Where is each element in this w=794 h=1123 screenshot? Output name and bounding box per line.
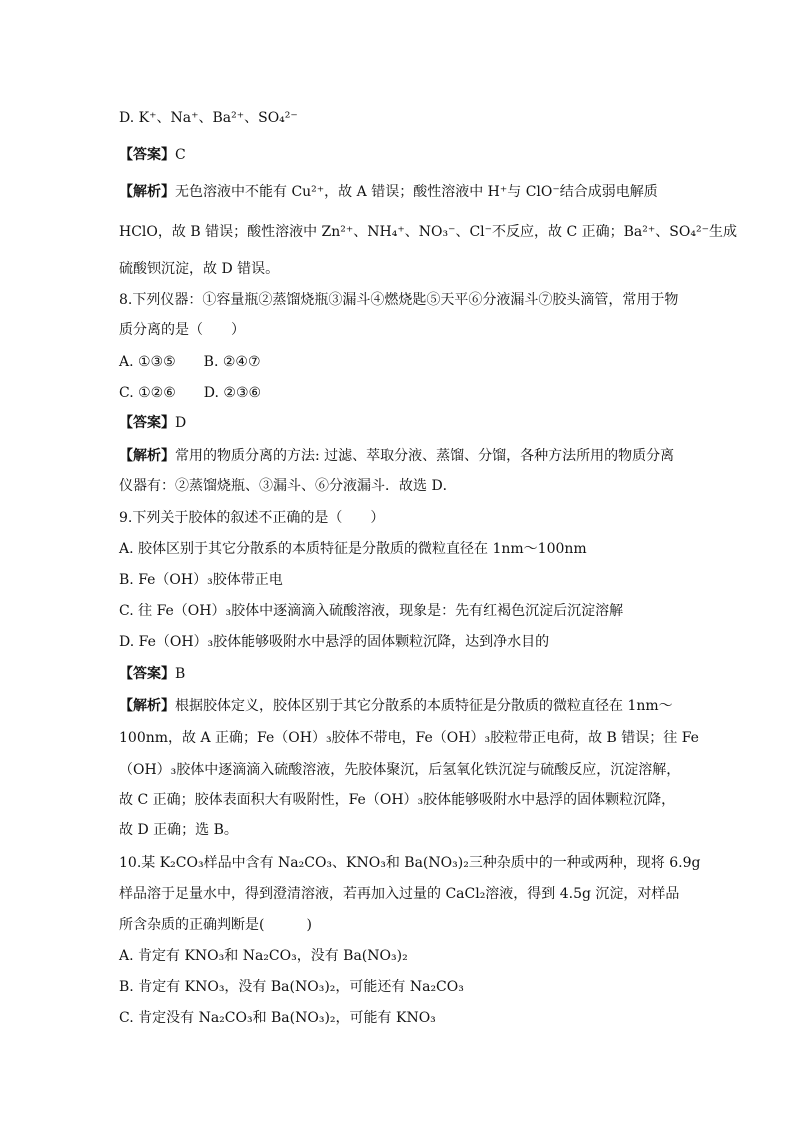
q9-option-b: B. Fe（OH）₃胶体带正电 — [119, 572, 283, 588]
q9-analysis-line-4: 故 C 正确；胶体表面积大有吸附性，Fe（OH）₃胶体能够吸附水中悬浮的固体颗粒沉降， — [119, 792, 676, 808]
q10-stem-line-2: 样品溶于足量水中，得到澄清溶液，若再加入过量的 CaCl₂溶液，得到 4.5g 沉淀，对样品 — [119, 886, 680, 902]
q9-answer: 【答案】B — [119, 666, 186, 682]
q8-options-ab: A. ①③⑤ B. ②④⑦ — [119, 354, 261, 370]
analysis-label: 【解析】 — [119, 698, 175, 714]
q9-option-a: A. 胶体区别于其它分散系的本质特征是分散质的微粒直径在 1nm～100nm — [119, 541, 587, 557]
q10-option-b: B. 肯定有 KNO₃，没有 Ba(NO₃)₂，可能还有 Na₂CO₃ — [119, 979, 464, 995]
q9-analysis-line-2: 100nm，故 A 正确；Fe（OH）₃胶体不带电，Fe（OH）₃胶粒带正电荷，故 B 错误；往 Fe — [119, 730, 699, 746]
q10-option-a: A. 肯定有 KNO₃和 Na₂CO₃，没有 Ba(NO₃)₂ — [119, 948, 408, 964]
q8-analysis-line-1: 【解析】常用的物质分离的方法: 过滤、萃取分液、蒸馏、分馏，各种方法所用的物质分离 — [119, 448, 675, 464]
q8-stem-line-2: 质分离的是（ ） — [119, 322, 245, 338]
q9-option-d: D. Fe（OH）₃胶体能够吸附水中悬浮的固体颗粒沉降，达到净水目的 — [119, 634, 550, 650]
q10-option-c: C. 肯定没有 Na₂CO₃和 Ba(NO₃)₂，可能有 KNO₃ — [119, 1010, 436, 1026]
analysis-label: 【解析】 — [119, 448, 175, 464]
q10-stem-line-1: 10.某 K₂CO₃样品中含有 Na₂CO₃、KNO₃和 Ba(NO₃)₂三种杂质中的一种或两种，现将 6.9g — [119, 855, 701, 871]
answer-label: 【答案】 — [119, 415, 175, 431]
answer-label: 【答案】 — [119, 147, 175, 163]
answer-label: 【答案】 — [119, 666, 175, 682]
q9-analysis-line-5: 故 D 正确；选 B。 — [119, 822, 238, 838]
q9-stem: 9.下列关于胶体的叙述不正确的是（ ） — [119, 510, 385, 526]
q9-analysis-line-3: （OH）₃胶体中逐滴滴入硫酸溶液，先胶体聚沉，后氢氧化铁沉淀与硫酸反应，沉淀溶解， — [119, 762, 681, 778]
q8-answer: 【答案】D — [119, 415, 187, 431]
q10-stem-line-3: 所含杂质的正确判断是( ) — [119, 917, 312, 933]
q7-answer: 【答案】C — [119, 147, 186, 163]
q7-analysis-line-2: HClO，故 B 错误；酸性溶液中 Zn²⁺、NH₄⁺、NO₃⁻、Cl⁻不反应，故 C 正确；Ba²⁺、SO₄²⁻生成 — [119, 224, 737, 240]
q7-analysis-line-1: 【解析】无色溶液中不能有 Cu²⁺，故 A 错误；酸性溶液中 H⁺与 ClO⁻结合成弱电解质 — [119, 184, 658, 200]
q9-option-c: C. 往 Fe（OH）₃胶体中逐滴滴入硫酸溶液，现象是：先有红褐色沉淀后沉淀溶解 — [119, 603, 624, 619]
q8-options-cd: C. ①②⑥ D. ②③⑥ — [119, 385, 262, 401]
analysis-label: 【解析】 — [119, 184, 175, 200]
q9-analysis-line-1: 【解析】根据胶体定义，胶体区别于其它分散系的本质特征是分散质的微粒直径在 1nm～ — [119, 698, 673, 714]
q8-stem-line-1: 8.下列仪器：①容量瓶②蒸馏烧瓶③漏斗④燃烧匙⑤天平⑥分液漏斗⑦胶头滴管，常用于物 — [119, 292, 679, 308]
q8-analysis-line-2: 仪器有：②蒸馏烧瓶、③漏斗、⑥分液漏斗．故选 D． — [119, 478, 457, 494]
q7-option-d: D. K⁺、Na⁺、Ba²⁺、SO₄²⁻ — [119, 110, 298, 126]
q7-analysis-line-3: 硫酸钡沉淀，故 D 错误。 — [119, 261, 280, 277]
